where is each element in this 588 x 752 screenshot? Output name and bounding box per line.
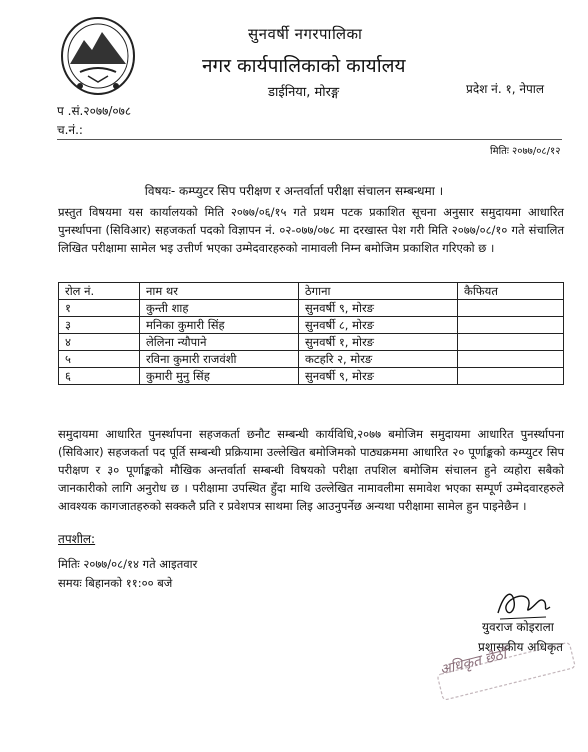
- candidate-table: [58, 282, 564, 385]
- remarks-cell: [458, 300, 564, 317]
- instruction-paragraph: समुदायमा आधारित पुनर्स्थापना सहजकर्ता छनौट सम्बन्धी कार्यविधि,२०७७ बमोजिम समुदायमा आधारित पुनर्स्थापना (सिविआर) सहजकर्ता पद पूर्ति सम्बन्धी प्रक्रियामा उल्लेखित बमोजिमको पाठ्यक्रममा आधारित २० पूर्णाङ्कको कम्प्युटर सिप परीक्षण र ३० पूर्णाङ्कको मौखिक अन्तर्वार्ता सम्बन्धी विषयको परीक्षा तपशिल बमोजिम संचालन हुने व्यहोरा सबैको जानकारीको लागि अनुरोध छ । परीक्षामा उपस्थित हुँदा माथि उल्लेखित नामावलीमा समावेश भएका सम्पूर्ण उम्मेदवारहरुले आवश्यक कागजातहरुको सक्कलै प्रति र प्रवेशपत्र साथमा लिइ आउनुपर्नेछ अन्यथा परीक्षामा सामेल हुन पाइनेछैन ।: [58, 427, 564, 513]
- office-name: नगर कार्यपालिकाको कार्यालय: [202, 55, 406, 77]
- name-cell: कुमारी मुनु सिंह: [140, 368, 299, 385]
- roll-cell: ४: [59, 334, 140, 351]
- table-row: [59, 351, 564, 368]
- header-name: नाम थर: [140, 283, 299, 300]
- table-row: [59, 368, 564, 385]
- remarks-cell: [458, 317, 564, 334]
- address-cell: कटहरि २, मोरङ: [299, 351, 458, 368]
- header-remarks: कैफियत: [458, 283, 564, 300]
- exam-time: समयः बिहानको ११:०० बजे: [58, 576, 173, 590]
- address-cell: सुनवर्षी ९, मोरङ: [299, 300, 458, 317]
- roll-cell: ३: [59, 317, 140, 334]
- details-label: तपशील:: [58, 532, 96, 546]
- address-cell: सुनवर्षी ९, मोरङ: [299, 368, 458, 385]
- header-divider: [57, 139, 562, 140]
- table-row: [59, 334, 564, 351]
- roll-cell: ५: [59, 351, 140, 368]
- signatory-post: प्रशासकीय अधिकृत: [478, 640, 564, 654]
- remarks-cell: [458, 351, 564, 368]
- letter-subject: विषयः- कम्प्युटर सिप परीक्षण र अन्तर्वार्ता परीक्षा संचालन सम्बन्धमा ।: [144, 184, 444, 198]
- signatory-name: युवराज कोइराला: [482, 620, 554, 634]
- letter-date: मितिः २०७७/०८/१२: [490, 146, 561, 157]
- stamp-text: अधिकृत छैठौं: [438, 646, 509, 679]
- roll-cell: ६: [59, 368, 140, 385]
- municipality-name: सुनवर्षी नगरपालिका: [248, 25, 363, 43]
- remarks-cell: [458, 334, 564, 351]
- roll-cell: १: [59, 300, 140, 317]
- table-header-row: [59, 283, 564, 300]
- address-cell: सुनवर्षी ८, मोरङ: [299, 317, 458, 334]
- header-address: ठेगाना: [299, 283, 458, 300]
- name-cell: मनिका कुमारी सिंह: [140, 317, 299, 334]
- signature-mark: [494, 583, 554, 623]
- table-row: [59, 317, 564, 334]
- office-address: डाईनिया, मोरङ्ग: [268, 85, 340, 100]
- reference-number: प .सं.२०७७/०७८: [57, 104, 132, 118]
- name-cell: लेलिना न्यौपाने: [140, 334, 299, 351]
- emblem-logo: [58, 14, 138, 96]
- name-cell: रविना कुमारी राजवंशी: [140, 351, 299, 368]
- name-cell: कुन्ती शाह: [140, 300, 299, 317]
- province-text: प्रदेश नं. १, नेपाल: [466, 82, 545, 96]
- dispatch-number: च.नं.:: [57, 123, 83, 137]
- intro-paragraph: प्रस्तुत विषयमा यस कार्यालयको मिति २०७७/०६/१५ गते प्रथम पटक प्रकाशित सूचना अनुसार समुदायमा आधारित पुनर्स्थापना (सिविआर) सहजकर्ता पदको विज्ञापन नं. ०२-०७७/०७८ मा दरखास्त पेश गरी मिति २०७७/०८/१० गते संचालित लिखित परीक्षामा सामेल भइ उत्तीर्ण भएका उम्मेदवारहरुको नामावली निम्न बमोजिम प्रकाशित गरिएको छ ।: [58, 205, 564, 255]
- header-roll: रोल नं.: [59, 283, 140, 300]
- address-cell: सुनवर्षी १, मोरङ: [299, 334, 458, 351]
- table-row: [59, 300, 564, 317]
- exam-date: मितिः २०७७/०८/१४ गते आइतवार: [58, 557, 198, 571]
- remarks-cell: [458, 368, 564, 385]
